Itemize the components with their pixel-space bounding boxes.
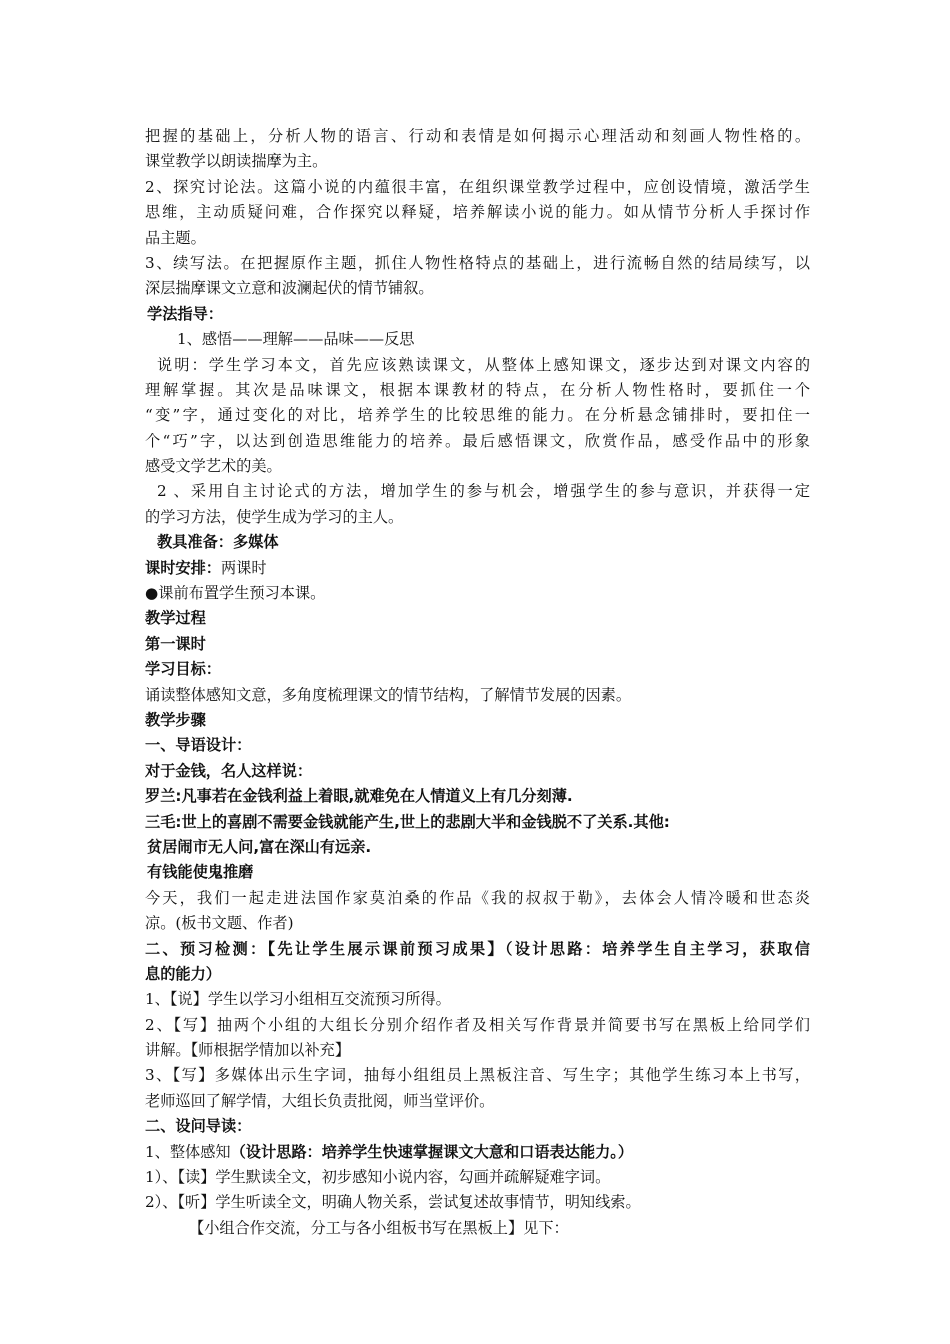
text-line: 老师巡回了解学情，大组长负责批阅，师当堂评价。	[145, 1091, 495, 1110]
text-line: 凉。(板书文题、作者)	[145, 914, 294, 933]
text-line: 2 、采用自主讨论式的方法，增加学生的参与机会，增强学生的参与意识，并获得一定	[157, 482, 810, 501]
text-line: 课堂教学以朗读揣摩为主。	[145, 152, 328, 171]
section-heading: 学习目标：	[145, 660, 221, 679]
text-line: 深层揣摩课文立意和波澜起伏的情节铺叙。	[145, 279, 434, 298]
text-line: 把握的基础上，分析人物的语言、行动和表情是如何揭示心理活动和刻画人物性格的。	[145, 127, 810, 145]
design-note: （设计思路：培养学生快速掌握课文大意和口语表达能力。）	[230, 1142, 634, 1161]
text-line	[145, 556, 810, 581]
text-line: 1、感悟——理解——品味——反思	[177, 330, 415, 349]
subsection-label: 1、整体感知	[145, 1142, 231, 1161]
text-line: 说明：学生学习本文，首先应该熟读课文，从整体上感知课文，逐步达到对课文内容的	[157, 355, 810, 374]
section-heading: 二、预习检测：【先让学生展示课前预习成果】（设计思路：培养学生自主学习，获取信	[145, 939, 810, 958]
text-line: 3、续写法。在把握原作主题，抓住人物性格特点的基础上，进行流畅自然的结局续写，以	[145, 253, 810, 272]
text-line: 今天，我们一起走进法国作家莫泊桑的作品《我的叔叔于勒》，去体会人情冷暖和世态炎	[145, 888, 810, 907]
text-line: ●课前布置学生预习本课。	[145, 584, 326, 603]
quote-line: 对于金钱，名人这样说：	[145, 761, 313, 780]
section-heading: 息的能力）	[145, 964, 221, 983]
text-line: 思维，主动质疑问难，合作探究以释疑，培养解读小说的能力。如从情节分析人手探讨作	[145, 203, 810, 222]
text-line: 2）、【听】学生听读全文，明确人物关系，尝试复述故事情节，明知线索。	[145, 1193, 641, 1212]
section-heading: 教学步骤	[145, 710, 206, 729]
text-line: 1）、【读】学生默读全文，初步感知小说内容，勾画并疏解疑难字词。	[145, 1168, 611, 1187]
text-line: 【小组合作交流，分工与各小组板书写在黑板上】见下：	[189, 1218, 569, 1237]
quote-line: 有钱能使鬼推磨	[147, 863, 254, 882]
schedule-label: 课时安排：	[145, 558, 221, 577]
text-line: 3、【写】多媒体出示生字词，抽每小组组员上黑板注音、写生字；其他学生练习本上书写，	[145, 1066, 810, 1085]
text-line: 2、【写】抽两个小组的大组长分别介绍作者及相关写作背景并简要书写在黑板上给同学们	[145, 1015, 810, 1034]
text-line: 的学习方法，使学生成为学习的主人。	[145, 507, 404, 526]
text-line: 个“巧”字，以达到创造思维能力的培养。最后感悟课文，欣赏作品，感受作品中的形象	[145, 431, 810, 450]
section-heading: 教学过程	[145, 609, 206, 628]
text-line: 感受文学艺术的美。	[145, 457, 282, 476]
schedule-value: 两课时	[220, 558, 267, 577]
text-line: 诵读整体感知文意，多角度梳理课文的情节结构，了解情节发展的因素。	[145, 685, 631, 704]
text-line: 讲解。【师根据学情加以补充】	[145, 1041, 351, 1060]
text-line: “变”字，通过变化的对比，培养学生的比较思维的能力。在分析悬念铺排时，要扣住一	[145, 406, 810, 425]
quote-line: 贫居闹市无人问,富在深山有远亲.	[147, 837, 372, 856]
text-line: 品主题。	[145, 228, 206, 247]
section-heading: 学法指导：	[147, 304, 223, 323]
section-heading: 第一课时	[145, 634, 206, 653]
section-heading: 二、设问导读：	[145, 1117, 252, 1136]
section-heading: 一、导语设计：	[145, 736, 252, 755]
quote-line: 三毛:世上的喜剧不需要金钱就能产生,世上的悲剧大半和金钱脱不了关系.其他:	[145, 812, 670, 831]
section-heading: 教具准备：多媒体	[157, 533, 279, 552]
text-line: 理解掌握。其次是品味课文，根据本课教材的特点，在分析人物性格时，要抓住一个	[145, 380, 810, 399]
text-line: 2、探究讨论法。这篇小说的内蕴很丰富，在组织课堂教学过程中，应创设情境，激活学生	[145, 177, 810, 196]
document-page	[145, 124, 810, 1241]
text-line: 1、【说】学生以学习小组相互交流预习所得。	[145, 990, 451, 1009]
quote-line: 罗兰:凡事若在金钱利益上着眼,就难免在人情道义上有几分刻薄.	[145, 787, 573, 806]
text-line	[145, 1140, 810, 1165]
